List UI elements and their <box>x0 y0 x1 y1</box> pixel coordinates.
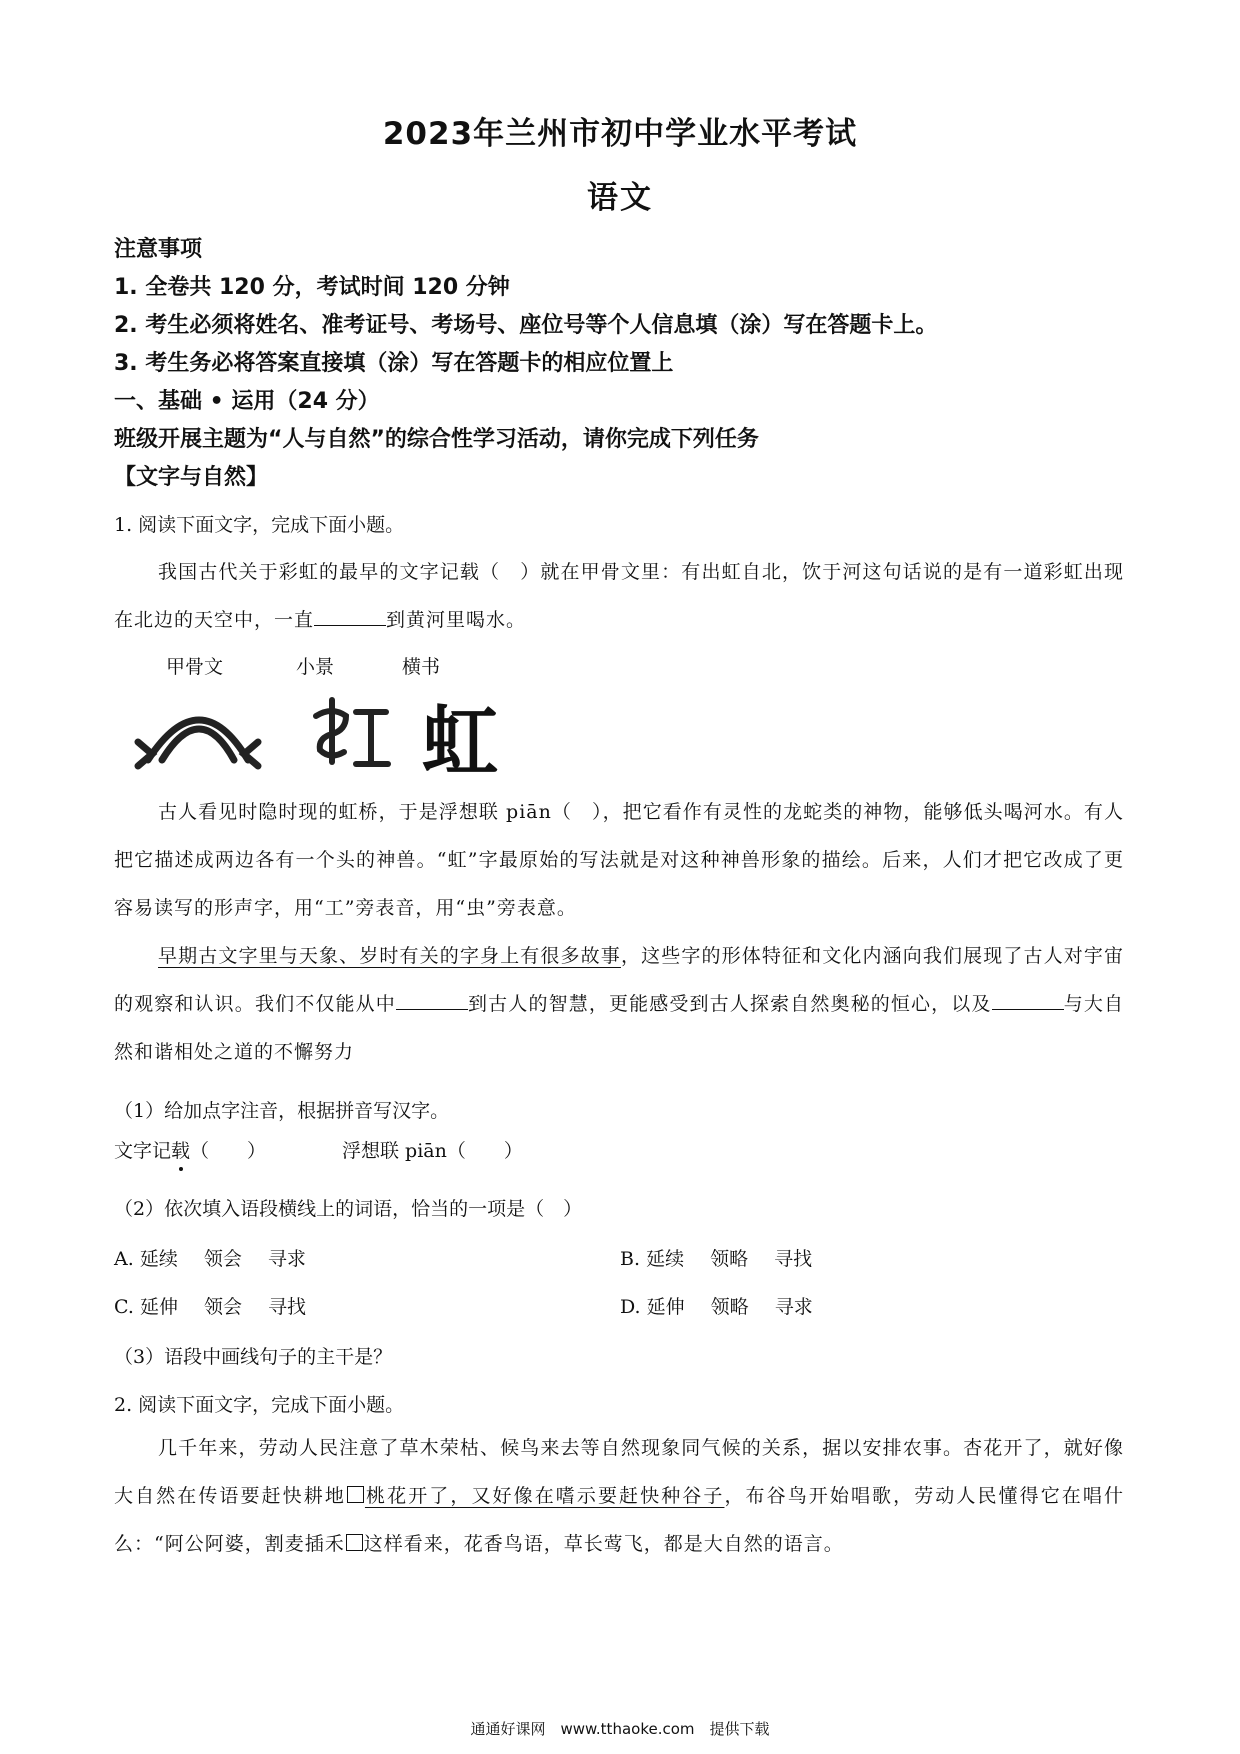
regular-script-glyph: 虹 <box>422 697 498 780</box>
fill-blank-1 <box>314 607 386 626</box>
q1-sub2: （2）依次填入语段横线上的词语，恰当的一项是（ ） <box>114 1198 583 1220</box>
option-letter: B. <box>620 1248 641 1270</box>
label-small-seal: 小景 <box>296 656 335 678</box>
option-word: 领会 <box>203 1296 242 1318</box>
section-subheading: 【文字与自然】 <box>114 465 269 490</box>
q2-passage <box>114 1424 1124 1568</box>
option-word: 寻找 <box>267 1296 306 1318</box>
q2-underlined-clause: 桃花开了，又好像在嗜示要赶快种谷子 <box>364 1485 725 1507</box>
q1-sub1-item-b: 浮想联 piān（ ） <box>342 1140 523 1162</box>
subject-title: 语文 <box>587 180 653 216</box>
option-word: 延续 <box>139 1248 178 1270</box>
q2-p1-text-b: ，布谷鸟开始唱歌，劳动人民懂得它在唱什么：“阿公阿婆，割麦插禾 <box>114 1485 1124 1555</box>
q2-p1-text: 几千年来，劳动人民注意了草木荣枯、候鸟来去等自然现象同气候的关系，据以安排农事。杏花开了，就好像大自然在传语要赶快耕地 <box>114 1437 1124 1507</box>
q1-passage-1 <box>114 548 1124 644</box>
notice-item-1: 1. 全卷共 120 分，考试时间 120 分钟 <box>114 275 510 300</box>
q1-p3-text-c: 与大自然和谐相处之道的不懈努力 <box>114 993 1124 1063</box>
q1-sub1-item-a <box>114 1136 266 1163</box>
option-word: 延伸 <box>646 1296 685 1318</box>
rainbow-glyphs-image <box>130 690 550 780</box>
q1-sub1: （1）给加点字注音，根据拼音写汉字。 <box>114 1100 450 1122</box>
option-word: 领会 <box>203 1248 242 1270</box>
option-letter: C. <box>114 1296 134 1318</box>
option-word: 寻求 <box>267 1248 306 1270</box>
q1-p1-text-b: 到黄河里喝水。 <box>386 609 527 631</box>
option-word: 寻求 <box>774 1296 813 1318</box>
q1-p2-text: 古人看见时隐时现的虹桥，于是浮想联 piān（ ），把它看作有灵性的龙蛇类的神物，能够低头喝河水。有人把它描述成两边各有一个头的神兽。“虹”字最原始的写法就是对这种神兽形象的描绘。后来，人们才把它改成了更容易读写的形声字，用“工”旁表音，用“虫”旁表意。 <box>114 801 1124 919</box>
label-regular: 横书 <box>402 656 441 678</box>
q1-passage-3 <box>114 932 1124 1076</box>
option-letter: D. <box>620 1296 641 1318</box>
option-word: 延续 <box>646 1248 685 1270</box>
option-c[interactable] <box>114 1292 306 1319</box>
option-letter: A. <box>114 1248 134 1270</box>
answer-paren-1: （ ） <box>190 1140 267 1162</box>
option-word: 延伸 <box>139 1296 178 1318</box>
underlined-sentence: 早期古文字里与天象、岁时有关的字身上有很多故事 <box>158 945 621 967</box>
dotted-char: 载 <box>171 1136 190 1163</box>
q1-p3-text-b: 到古人的智慧，更能感受到古人探索自然奥秘的恒心，以及 <box>467 993 992 1015</box>
q1-passage-2 <box>114 788 1124 932</box>
q2-p1-text-c: 这样看来，花香鸟语，草长莺飞，都是大自然的语言。 <box>363 1533 844 1555</box>
fill-blank-3 <box>992 991 1064 1010</box>
section-heading: 一、基础 • 运用（24 分） <box>114 389 380 414</box>
notice-item-2: 2. 考生必须将姓名、准考证号、考场号、座位号等个人信息填（涂）写在答题卡上。 <box>114 313 938 338</box>
sub1-a-prefix: 文字记 <box>114 1140 172 1162</box>
q2-prompt: 2. 阅读下面文字，完成下面小题。 <box>114 1394 405 1416</box>
fill-blank-2 <box>396 991 468 1010</box>
option-d[interactable] <box>620 1292 813 1319</box>
page-footer: 通通好课网 www.tthaoke.com 提供下载 <box>470 1720 770 1738</box>
q1-p3-text-a: ，这些字的形体特征和文化内涵向我们展现了古人对宇宙的观察和认识。我们不仅能从中 <box>114 945 1124 1015</box>
notice-item-3: 3. 考生务必将答案直接填（涂）写在答题卡的相应位置上 <box>114 351 674 376</box>
missing-punct-box <box>347 1486 364 1503</box>
q1-p1-text-a: 我国古代关于彩虹的最早的文字记载（ ）就在甲骨文里：有出虹自北，饮于河这句话说的是有一道彩虹出现在北边的天空中，一直 <box>114 561 1124 631</box>
q1-prompt: 1. 阅读下面文字，完成下面小题。 <box>114 514 405 536</box>
option-word: 领略 <box>710 1296 749 1318</box>
section-intro: 班级开展主题为“人与自然”的综合性学习活动，请你完成下列任务 <box>114 427 759 452</box>
missing-punct-box <box>346 1534 363 1551</box>
oracle-bone-rainbow-glyph <box>138 720 258 766</box>
option-b[interactable] <box>620 1244 812 1271</box>
notice-heading: 注意事项 <box>114 237 203 262</box>
option-word: 寻找 <box>774 1248 813 1270</box>
q1-sub3: （3）语段中画线句子的主干是？ <box>114 1346 393 1368</box>
exam-title: 2023年兰州市初中学业水平考试 <box>382 116 858 152</box>
option-a[interactable] <box>114 1244 306 1271</box>
option-word: 领略 <box>710 1248 749 1270</box>
label-oracle-bone: 甲骨文 <box>166 656 224 678</box>
small-seal-rainbow-glyph <box>316 700 388 764</box>
